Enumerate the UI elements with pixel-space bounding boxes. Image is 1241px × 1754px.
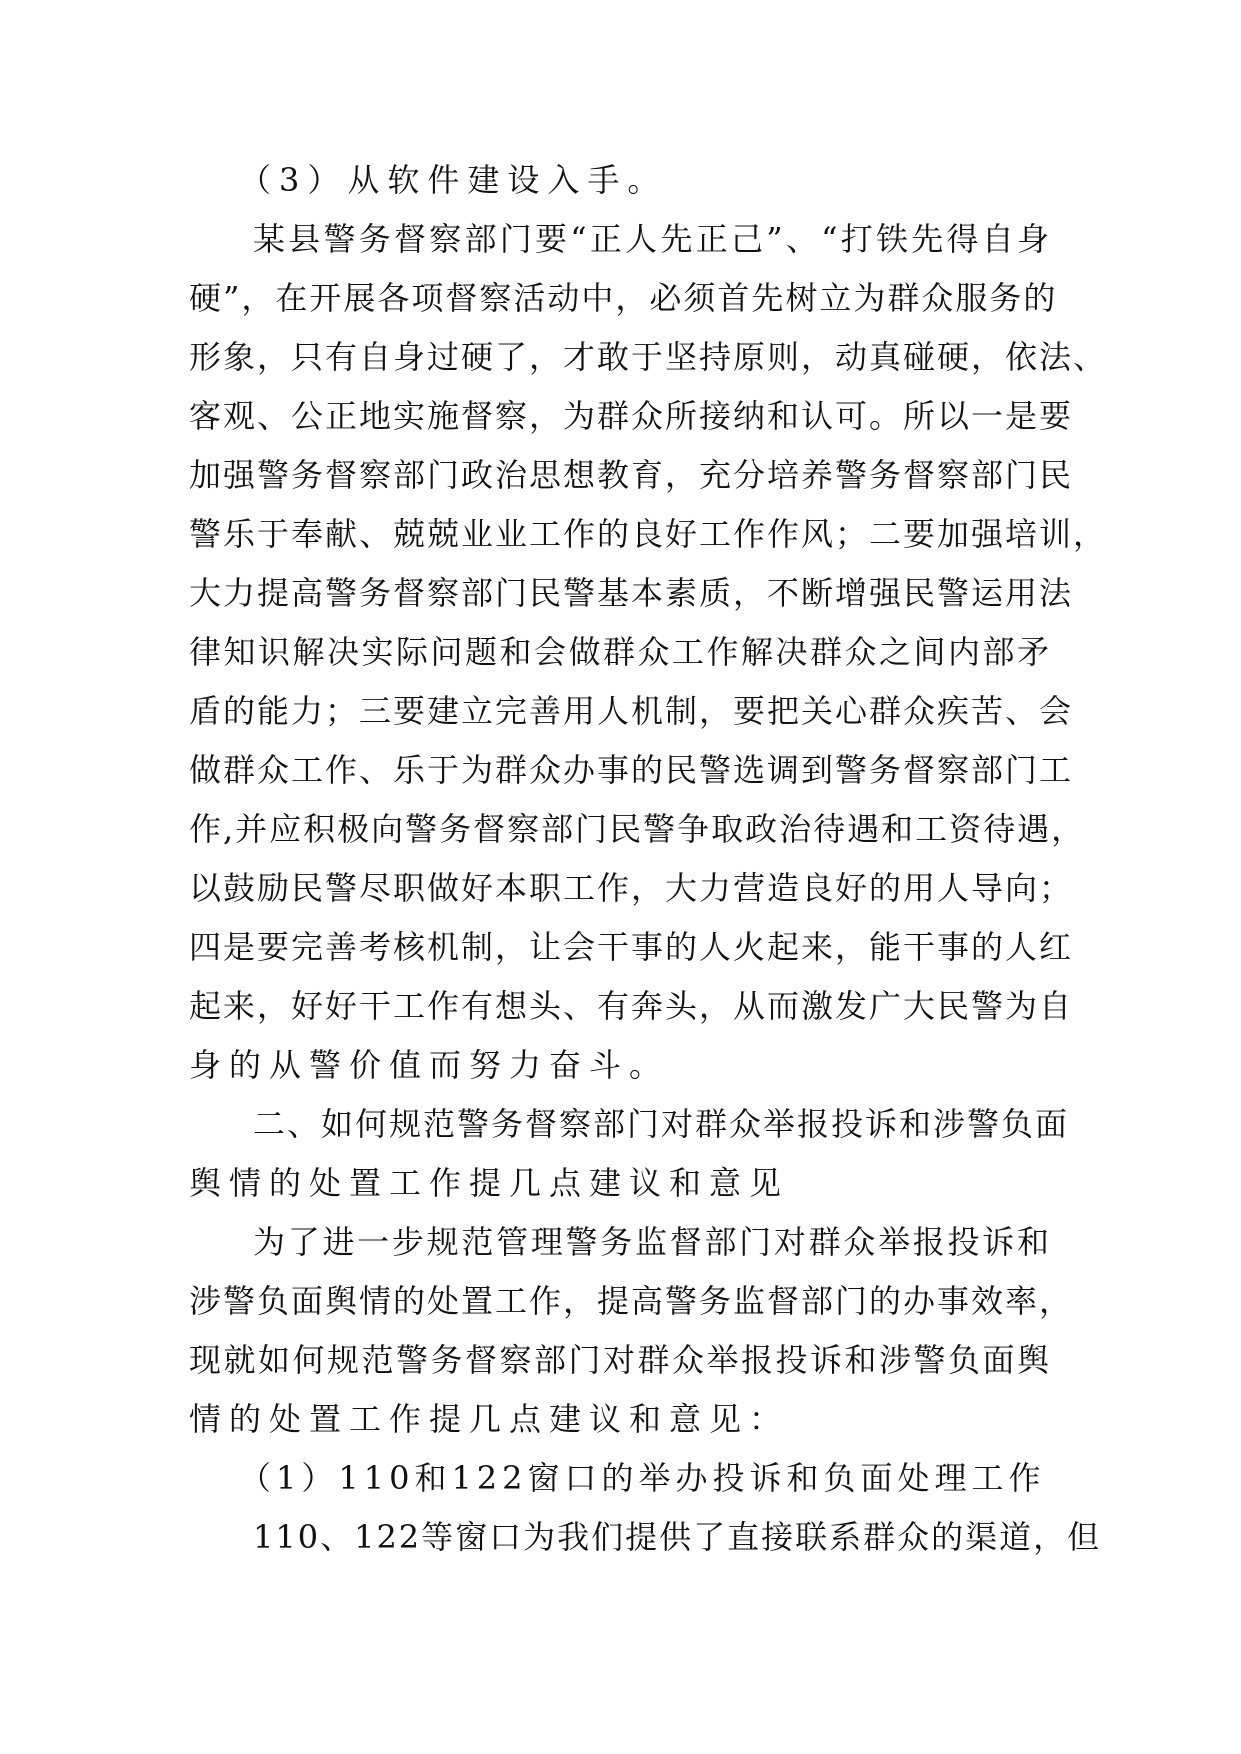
section-heading: 二、如何规范警务督察部门对群众举报投诉和涉警负面 xyxy=(253,1105,1070,1143)
paragraph-line: 做群众工作、乐于为群众办事的民警选调到警务督察部门工 xyxy=(189,751,1074,789)
subheading-software: （3）从软件建设入手。 xyxy=(239,161,668,199)
paragraph-line: 四是要完善考核机制，让会干事的人火起来，能干事的人红 xyxy=(189,928,1074,966)
paragraph-line: 110、122等窗口为我们提供了直接联系群众的渠道，但 xyxy=(253,1518,1102,1556)
paragraph-line: 以鼓励民警尽职做好本职工作，大力营造良好的用人导向； xyxy=(189,869,1074,907)
paragraph-line: 情的处置工作提几点建议和意见： xyxy=(189,1400,790,1438)
paragraph-line: 涉警负面舆情的处置工作，提高警务监督部门的办事效率， xyxy=(189,1282,1074,1320)
paragraph-line: 某县警务督察部门要“正人先正己”、“打铁先得自身 xyxy=(253,220,1051,258)
paragraph-line: 起来，好好干工作有想头、有奔头，从而激发广大民警为自 xyxy=(189,987,1074,1025)
paragraph-line: 大力提高警务督察部门民警基本素质，不断增强民警运用法 xyxy=(189,574,1074,612)
section-heading: 舆情的处置工作提几点建议和意见 xyxy=(189,1164,790,1202)
paragraph-line: 形象，只有自身过硬了，才敢于坚持原则，动真碰硬，依法、 xyxy=(189,338,1108,376)
paragraph-line: 律知识解决实际问题和会做群众工作解决群众之间内部矛 xyxy=(189,633,1051,671)
paragraph-line: 现就如何规范警务督察部门对群众举报投诉和涉警负面舆 xyxy=(189,1341,1051,1379)
subheading-window: （1）110和122窗口的举办投诉和负面处理工作 xyxy=(239,1459,1046,1497)
paragraph-line: 身的从警价值而努力奋斗。 xyxy=(189,1046,670,1084)
paragraph-line: 作,并应积极向警务督察部门民警争取政治待遇和工资待遇， xyxy=(189,810,1086,848)
paragraph-line: 客观、公正地实施督察，为群众所接纳和认可。所以一是要 xyxy=(189,397,1074,435)
paragraph-line: 为了进一步规范管理警务监督部门对群众举报投诉和 xyxy=(253,1223,1051,1261)
paragraph-line: 加强警务督察部门政治思想教育，充分培养警务督察部门民 xyxy=(189,456,1074,494)
paragraph-line: 盾的能力；三要建立完善用人机制，要把关心群众疾苦、会 xyxy=(189,692,1074,730)
paragraph-line: 硬”，在开展各项督察活动中，必须首先树立为群众服务的 xyxy=(189,279,1058,317)
paragraph-line: 警乐于奉献、兢兢业业工作的良好工作作风；二要加强培训， xyxy=(189,515,1108,553)
